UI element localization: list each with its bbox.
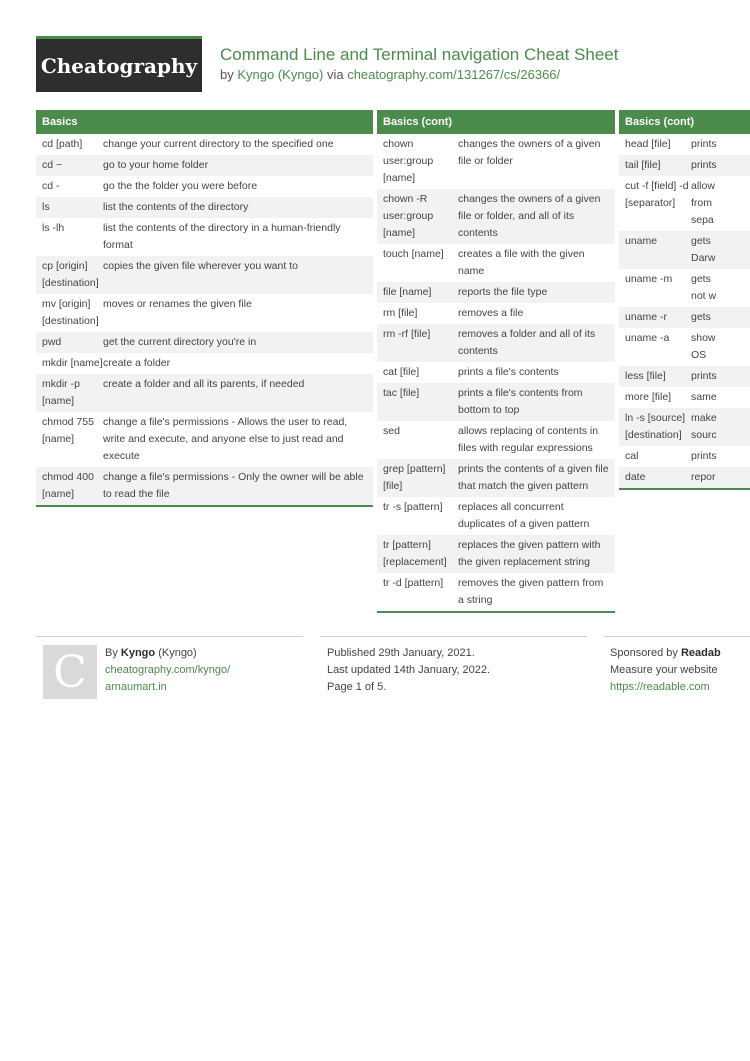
page-title: Command Line and Terminal navigation Cheat Sheet bbox=[220, 45, 619, 64]
table-row bbox=[377, 497, 615, 535]
basics-column-3 bbox=[619, 110, 750, 490]
command-cell: touch [name] bbox=[383, 248, 444, 260]
updated-date: Last updated 14th January, 2022. bbox=[327, 664, 491, 676]
description-cell: gets bbox=[691, 311, 711, 323]
description-cell: go to your home folder bbox=[103, 159, 209, 171]
description-cell: removes the given pattern from a string bbox=[458, 577, 604, 606]
description-cell: changes the owners of a given file or folder bbox=[458, 138, 601, 167]
description-cell: make sourc bbox=[691, 412, 717, 441]
description-cell: repor bbox=[691, 471, 716, 483]
description-cell: prints bbox=[691, 450, 717, 462]
command-cell: uname -m bbox=[625, 273, 673, 285]
table-row bbox=[36, 256, 373, 294]
footer-divider bbox=[320, 636, 587, 637]
command-cell: mv [origin] [destination] bbox=[42, 298, 99, 327]
command-cell: less [file] bbox=[625, 370, 666, 382]
author-avatar bbox=[43, 645, 97, 699]
footer-divider bbox=[36, 636, 303, 637]
table-row bbox=[36, 467, 373, 505]
command-cell: rm -rf [file] bbox=[383, 328, 431, 340]
command-cell: rm [file] bbox=[383, 307, 418, 319]
description-cell: allows replacing of contents in files with regular expressions bbox=[458, 425, 599, 454]
page-number: Page 1 of 5. bbox=[327, 681, 387, 693]
command-cell: cat [file] bbox=[383, 366, 420, 378]
description-cell: show OS bbox=[691, 332, 716, 361]
command-cell: date bbox=[625, 471, 646, 483]
byline-by: by bbox=[220, 67, 238, 82]
table-row bbox=[619, 176, 750, 231]
command-cell: sed bbox=[383, 425, 400, 437]
table-row bbox=[36, 218, 373, 256]
description-cell: prints a file's contents bbox=[458, 366, 559, 378]
command-cell: cd [path] bbox=[42, 138, 83, 150]
command-cell: tac [file] bbox=[383, 387, 420, 399]
command-cell: chown user:group [name] bbox=[383, 138, 434, 184]
description-cell: gets not w bbox=[691, 273, 717, 302]
table-row bbox=[619, 155, 750, 176]
section-heading: Basics bbox=[36, 110, 373, 134]
command-cell: more [file] bbox=[625, 391, 672, 403]
command-cell: tr [pattern] [replacement] bbox=[383, 539, 447, 568]
command-cell: chmod 400 [name] bbox=[42, 471, 94, 500]
table-row bbox=[377, 421, 615, 459]
command-cell: chmod 755 [name] bbox=[42, 416, 94, 445]
table-row bbox=[377, 303, 615, 324]
footer-author-handle: (Kyngo) bbox=[155, 647, 197, 659]
table-row bbox=[619, 269, 750, 307]
table-row bbox=[377, 282, 615, 303]
published-date: Published 29th January, 2021. bbox=[327, 647, 475, 659]
command-cell: tail [file] bbox=[625, 159, 661, 171]
description-cell: replaces all concurrent duplicates of a given pattern bbox=[458, 501, 590, 530]
command-cell: tr -s [pattern] bbox=[383, 501, 443, 513]
description-cell: prints bbox=[691, 138, 717, 150]
command-cell: cp [origin] [destination] bbox=[42, 260, 99, 289]
table-row bbox=[619, 134, 750, 155]
table-row bbox=[377, 134, 615, 189]
footer-author bbox=[105, 645, 230, 662]
description-cell: removes a file bbox=[458, 307, 524, 319]
command-cell: pwd bbox=[42, 336, 62, 348]
description-cell: reports the file type bbox=[458, 286, 548, 298]
table-row bbox=[377, 324, 615, 362]
description-cell: create a folder bbox=[103, 357, 171, 369]
footer-dates-block bbox=[327, 645, 490, 696]
author-link[interactable]: Kyngo (Kyngo) bbox=[237, 67, 324, 82]
logo-text: Cheatography bbox=[40, 53, 198, 78]
sponsor-line bbox=[610, 645, 721, 662]
command-cell: uname bbox=[625, 235, 658, 247]
footer-divider bbox=[604, 636, 750, 637]
command-cell: uname -a bbox=[625, 332, 670, 344]
table-row bbox=[36, 155, 373, 176]
table-row bbox=[619, 366, 750, 387]
basics-column-2 bbox=[377, 110, 615, 613]
section-heading: Basics (cont) bbox=[619, 110, 750, 134]
command-table bbox=[619, 134, 750, 490]
table-row bbox=[619, 408, 750, 446]
description-cell: creates a file with the given name bbox=[458, 248, 585, 277]
sheet-url-link[interactable]: cheatography.com/131267/cs/26366/ bbox=[347, 67, 561, 82]
table-row bbox=[377, 459, 615, 497]
table-row bbox=[377, 362, 615, 383]
footer-author-name[interactable]: Kyngo bbox=[120, 647, 156, 659]
description-cell: moves or renames the given file bbox=[103, 298, 252, 310]
description-cell: copies the given file wherever you want to bbox=[103, 260, 298, 272]
description-cell: same bbox=[691, 391, 717, 403]
table-row bbox=[377, 383, 615, 421]
table-row bbox=[36, 134, 373, 155]
cheatography-logo[interactable] bbox=[36, 36, 202, 92]
description-cell: create a folder and all its parents, if needed bbox=[103, 378, 305, 390]
table-row bbox=[377, 573, 615, 611]
description-cell: allow from sepa bbox=[691, 180, 715, 226]
table-row bbox=[619, 446, 750, 467]
command-cell: cd ~ bbox=[42, 159, 63, 171]
command-cell: file [name] bbox=[383, 286, 432, 298]
table-row bbox=[619, 328, 750, 366]
command-cell: chown -R user:group [name] bbox=[383, 193, 434, 239]
command-table bbox=[377, 134, 615, 613]
command-cell: uname -r bbox=[625, 311, 668, 323]
description-cell: prints a file's contents from bottom to top bbox=[458, 387, 583, 416]
command-cell: ls -lh bbox=[42, 222, 65, 234]
description-cell: change a file's permissions - Only the owner will be able to read the file bbox=[103, 471, 364, 500]
description-cell: replaces the given pattern with the given replacement string bbox=[458, 539, 601, 568]
command-cell: grep [pattern] [file] bbox=[383, 463, 446, 492]
command-cell: tr -d [pattern] bbox=[383, 577, 444, 589]
table-row bbox=[36, 294, 373, 332]
description-cell: list the contents of the directory bbox=[103, 201, 249, 213]
description-cell: removes a folder and all of its contents bbox=[458, 328, 596, 357]
table-row bbox=[377, 244, 615, 282]
description-cell: get the current directory you're in bbox=[103, 336, 257, 348]
command-cell: ln -s [source] [destination] bbox=[625, 412, 686, 441]
footer-sponsor-block bbox=[610, 645, 721, 696]
avatar-letter: C bbox=[53, 646, 87, 698]
command-cell: ls bbox=[42, 201, 50, 213]
description-cell: changes the owners of a given file or folder, and all of its contents bbox=[458, 193, 601, 239]
byline-via: via bbox=[323, 67, 348, 82]
table-row bbox=[619, 467, 750, 488]
table-row bbox=[36, 176, 373, 197]
section-heading: Basics (cont) bbox=[377, 110, 615, 134]
table-row bbox=[619, 307, 750, 328]
footer-author-url[interactable]: cheatography.com/kyngo/ bbox=[105, 664, 231, 676]
table-row bbox=[36, 412, 373, 467]
command-table bbox=[36, 134, 373, 507]
table-row bbox=[36, 374, 373, 412]
footer-author-block bbox=[105, 645, 230, 696]
description-cell: prints bbox=[691, 159, 717, 171]
command-cell: head [file] bbox=[625, 138, 671, 150]
table-row bbox=[619, 387, 750, 408]
description-cell: prints the contents of a given file that match the given pattern bbox=[458, 463, 609, 492]
sponsor-text: Measure your website bbox=[610, 664, 718, 676]
table-row bbox=[36, 332, 373, 353]
description-cell: change your current directory to the specified one bbox=[103, 138, 334, 150]
table-row bbox=[377, 189, 615, 244]
description-cell: go the the folder you were before bbox=[103, 180, 258, 192]
command-cell: mkdir [name] bbox=[42, 357, 103, 369]
command-cell: mkdir -p [name] bbox=[42, 378, 80, 407]
command-cell: cal bbox=[625, 450, 639, 462]
sponsor-name[interactable]: Readab bbox=[680, 647, 721, 659]
description-cell: change a file's permissions - Allows the user to read, write and execute, and anyone else to just read and execute bbox=[103, 416, 348, 462]
sponsor-prefix: Sponsored by bbox=[610, 647, 681, 659]
basics-column-1 bbox=[36, 110, 373, 507]
description-cell: gets Darw bbox=[691, 235, 716, 264]
table-row bbox=[36, 197, 373, 218]
description-cell: list the contents of the directory in a human-friendly format bbox=[103, 222, 341, 251]
command-cell: cut -f [field] -d [separator] bbox=[625, 180, 689, 209]
sponsor-url[interactable]: https://readable.com bbox=[610, 681, 710, 693]
byline bbox=[220, 67, 560, 82]
footer-site-link[interactable]: arnaumart.in bbox=[105, 681, 167, 693]
table-row bbox=[377, 535, 615, 573]
description-cell: prints bbox=[691, 370, 717, 382]
command-cell: cd - bbox=[42, 180, 60, 192]
table-row bbox=[619, 231, 750, 269]
table-row bbox=[36, 353, 373, 374]
footer-by: By bbox=[105, 647, 121, 659]
